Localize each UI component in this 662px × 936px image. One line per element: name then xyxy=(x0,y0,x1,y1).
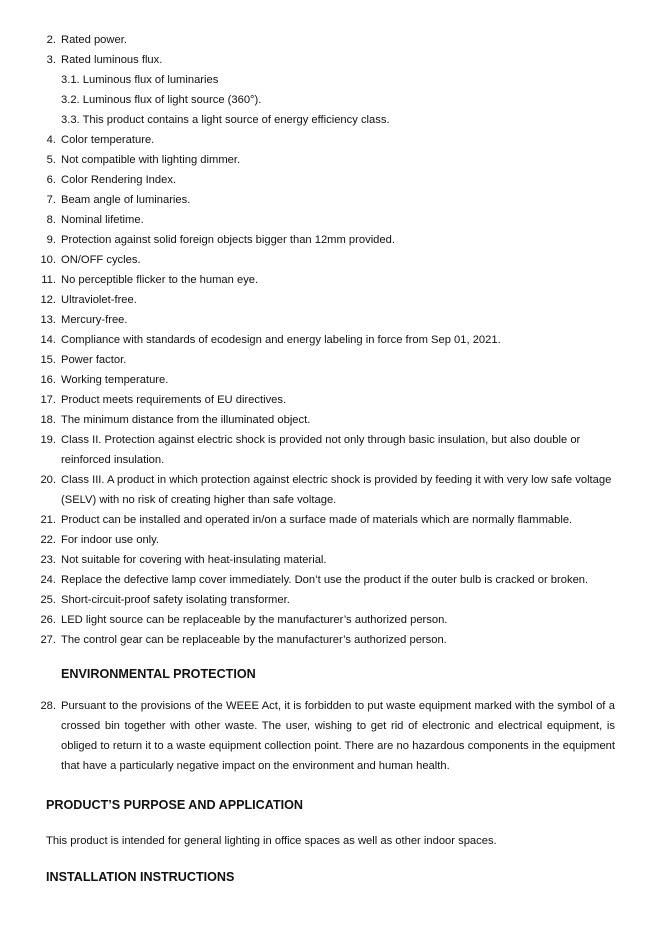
list-number: 4. xyxy=(46,134,56,146)
list-number: 23. xyxy=(40,554,56,566)
sub-list-item: 3.1. Luminous flux of luminaries xyxy=(61,74,219,86)
list-number: 6. xyxy=(46,174,56,186)
list-text: The minimum distance from the illuminated object. xyxy=(61,414,311,426)
list-text: Mercury-free. xyxy=(61,314,128,326)
list-text: Pursuant to the provisions of the WEEE Act, it is forbidden to put waste equipment marked with the symbol of a crossed bin together with other waste. The user, wishing to get rid of electronic and electrical equipment, is obliged to return it to a waste equipment collection point. There are no hazardous components in the equipment that have a particularly negative impact on the environment and human health. xyxy=(61,700,615,772)
list-text: Color Rendering Index. xyxy=(61,174,177,186)
list-text: Rated luminous flux. xyxy=(61,54,163,66)
list-text: Working temperature. xyxy=(61,374,169,386)
section-heading-installation: INSTALLATION INSTRUCTIONS xyxy=(46,870,235,884)
list-number: 2. xyxy=(46,34,56,46)
list-number: 11. xyxy=(41,274,56,286)
list-number: 21. xyxy=(40,514,56,526)
list-number: 20. xyxy=(40,474,56,486)
list-number: 19. xyxy=(40,434,56,446)
list-number: 26. xyxy=(40,614,56,626)
list-number: 27. xyxy=(40,634,56,646)
list-number: 17. xyxy=(40,394,56,406)
list-number: 18. xyxy=(40,414,56,426)
list-text: Short-circuit-proof safety isolating transformer. xyxy=(61,594,290,606)
list-number: 7. xyxy=(46,194,56,206)
list-number: 14. xyxy=(40,334,56,346)
section-heading-environmental: ENVIRONMENTAL PROTECTION xyxy=(61,667,256,681)
list-text: Beam angle of luminaries. xyxy=(61,194,191,206)
list-text: The control gear can be replaceable by the manufacturer’s authorized person. xyxy=(61,634,447,646)
sub-list-item: 3.3. This product contains a light source of energy efficiency class. xyxy=(61,114,390,126)
section-heading-purpose: PRODUCT’S PURPOSE AND APPLICATION xyxy=(46,798,304,812)
list-number: 9. xyxy=(46,234,56,246)
list-text: LED light source can be replaceable by the manufacturer’s authorized person. xyxy=(61,614,448,626)
list-number: 28. xyxy=(40,700,56,712)
list-text: Class III. A product in which protection against electric shock is provided by feeding it with very low safe voltage (SELV) with no risk of creating higher than safe voltage. xyxy=(61,474,612,506)
list-number: 15. xyxy=(40,354,56,366)
list-number: 24. xyxy=(40,574,56,586)
list-text: Replace the defective lamp cover immediately. Don’t use the product if the outer bulb is cracked or broken. xyxy=(61,574,589,586)
purpose-paragraph: This product is intended for general lighting in office spaces as well as other indoor spaces. xyxy=(46,835,497,847)
list-text: Product can be installed and operated in/on a surface made of materials which are normally flammable. xyxy=(61,514,573,526)
list-number: 12. xyxy=(40,294,56,306)
list-text: Class II. Protection against electric shock is provided not only through basic insulation, but also double or reinforced insulation. xyxy=(61,434,581,466)
list-text: Not compatible with lighting dimmer. xyxy=(61,154,241,166)
list-text: For indoor use only. xyxy=(61,534,160,546)
sub-list-item: 3.2. Luminous flux of light source (360°). xyxy=(61,94,262,106)
list-number: 25. xyxy=(40,594,56,606)
list-text: Ultraviolet-free. xyxy=(61,294,137,306)
list-number: 13. xyxy=(40,314,56,326)
list-text: Not suitable for covering with heat-insulating material. xyxy=(61,554,327,566)
list-number: 22. xyxy=(40,534,56,546)
list-text: No perceptible flicker to the human eye. xyxy=(61,274,259,286)
list-number: 16. xyxy=(40,374,56,386)
list-number: 8. xyxy=(46,214,56,226)
list-number: 3. xyxy=(46,54,56,66)
list-number: 10. xyxy=(40,254,56,266)
list-text: ON/OFF cycles. xyxy=(61,254,141,266)
list-text: Protection against solid foreign objects bigger than 12mm provided. xyxy=(61,234,395,246)
list-text: Rated power. xyxy=(61,34,127,46)
list-text: Color temperature. xyxy=(61,134,155,146)
list-text: Power factor. xyxy=(61,354,127,366)
list-text: Nominal lifetime. xyxy=(61,214,144,226)
list-number: 5. xyxy=(46,154,56,166)
list-text: Product meets requirements of EU directives. xyxy=(61,394,287,406)
list-text: Compliance with standards of ecodesign and energy labeling in force from Sep 01, 2021. xyxy=(61,334,501,346)
